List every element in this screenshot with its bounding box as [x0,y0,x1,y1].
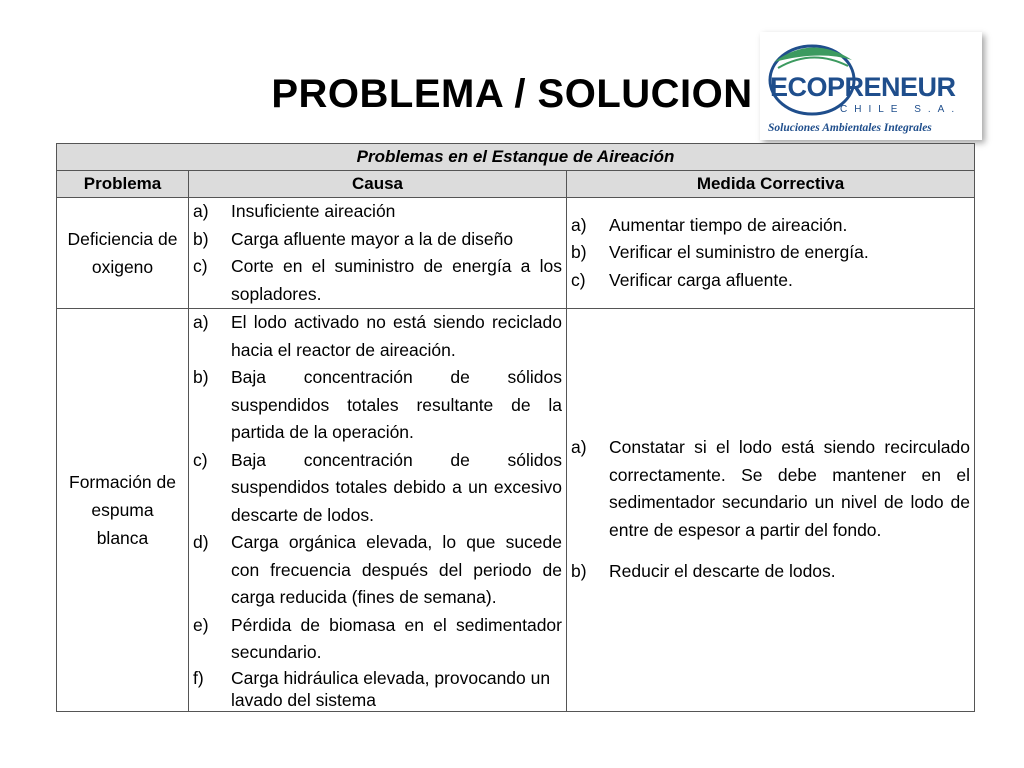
problema-line: Deficiencia de [67,229,178,249]
item-text: Baja concentración de sólidos suspendidos totales resultante de la partida de la operación. [231,367,562,442]
item-marker: d) [193,532,209,552]
item-text: Corte en el suministro de energía a los sopladores. [231,256,562,304]
problems-table [56,143,975,712]
causa-cell [189,309,567,712]
item-marker: c) [193,256,208,276]
problema-line: blanca [96,527,149,548]
column-header-problema: Problema [57,171,189,198]
item-text: Verificar carga afluente. [609,269,793,290]
logo-wordmark: ECOPRENEUR [770,72,956,102]
problema-line: espuma [91,499,154,520]
item-marker: b) [193,367,209,387]
company-logo [760,32,982,140]
list-item [571,239,970,267]
table-row [57,198,975,309]
item-marker: b) [193,228,209,249]
item-text: Carga hidráulica elevada, provocando un lavado del sistema [231,667,551,710]
problema-line: oxigeno [91,257,154,277]
item-text: El lodo activado no está siendo reciclado hacia el reactor de aireación. [231,312,562,360]
column-header-medida: Medida Correctiva [567,171,975,198]
list-item [571,212,970,240]
problema-line: Formación de [69,471,176,492]
item-marker: a) [571,214,587,235]
medida-cell [567,198,975,309]
list-item [193,309,562,364]
list-item [193,253,562,308]
table-row [57,309,975,712]
item-text: Carga orgánica elevada, lo que sucede con frecuencia después del periodo de carga reducida (fines de semana). [231,532,562,607]
medida-cell [567,309,975,712]
column-header-causa: Causa [189,171,567,198]
item-marker: a) [193,312,209,332]
problema-cell [57,198,189,309]
item-text: Baja concentración de sólidos suspendidos totales debido a un excesivo descarte de lodos. [231,449,562,525]
item-text: Verificar el suministro de energía. [609,242,869,263]
item-marker: a) [571,437,587,457]
list-item [193,198,562,226]
item-marker: c) [193,449,208,470]
item-marker: c) [571,269,586,290]
causa-cell [189,198,567,309]
item-text: Carga afluente mayor a la de diseño [231,228,514,249]
list-item [193,612,562,667]
item-text: Pérdida de biomasa en el sedimentador secundario. [231,614,562,662]
slide-title: PROBLEMA / SOLUCION [271,72,753,116]
item-marker: a) [193,201,209,221]
item-text: Insuficiente aireación [231,201,396,221]
list-item [571,434,970,544]
item-marker: b) [571,242,587,263]
list-item [193,364,562,447]
item-marker: e) [193,614,209,635]
table-title: Problemas en el Estanque de Aireación [57,144,975,171]
list-item [193,667,562,711]
list-item [571,558,970,586]
item-text: Reducir el descarte de lodos. [609,561,836,581]
item-marker: b) [571,561,587,581]
item-marker: f) [193,667,204,688]
item-text: Aumentar tiempo de aireación. [609,214,848,235]
item-text: Constatar si el lodo está siendo recirculado correctamente. Se debe mantener en el sedimentador secundario un nivel de lodo de entre de espesor a partir del fondo. [609,437,971,540]
problema-cell [57,309,189,712]
logo-subtitle: CHILE S.A. [840,104,962,115]
list-item [193,226,562,254]
list-item [193,529,562,612]
list-item [571,267,970,295]
list-item [193,447,562,530]
logo-tagline: Soluciones Ambientales Integrales [768,122,932,134]
